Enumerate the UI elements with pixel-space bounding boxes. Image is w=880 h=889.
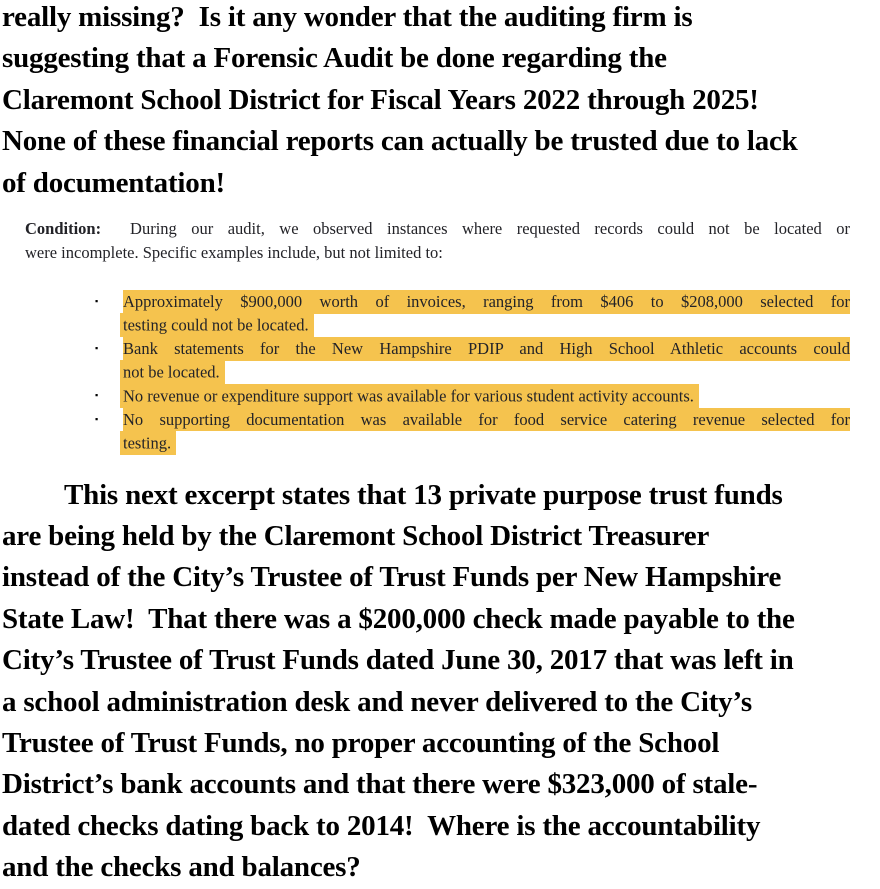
paragraph-bottom [0, 475, 880, 889]
bullet-text [123, 408, 850, 455]
text-line: City’s Trustee of Trust Funds dated June 30, 2017 that was left in [2, 644, 794, 677]
text-line: a school administration desk and never delivered to the City’s [2, 685, 752, 718]
text-line: This next excerpt states that 13 private purpose trust funds [64, 478, 783, 511]
highlighted-line [123, 361, 850, 385]
highlighted-line [123, 431, 850, 455]
bullet-list [25, 290, 850, 455]
bullet-square-icon: ▪ [95, 413, 99, 424]
text-line: District’s bank accounts and that there were $323,000 of stale- [2, 768, 758, 801]
bullet-item [95, 290, 850, 337]
highlighted-line: Approximately $900,000 worth of invoices, ranging from $406 to $208,000 selected for [123, 290, 850, 314]
highlight-span: testing could not be located. [120, 313, 314, 337]
text-line: of documentation! [2, 166, 225, 199]
text-line: State Law! That there was a $200,000 check made payable to the [2, 602, 795, 635]
condition-text: During our audit, we observed instances where requested records could not be located or [130, 219, 850, 239]
highlighted-line [123, 384, 850, 408]
audit-excerpt [25, 217, 850, 455]
highlighted-line: Bank statements for the New Hampshire PDIP and High School Athletic accounts could [123, 337, 850, 361]
text-line: Trustee of Trust Funds, no proper accounting of the School [2, 726, 720, 759]
text-line: are being held by the Claremont School District Treasurer [2, 519, 710, 552]
bullet-text [123, 290, 850, 337]
text-line: dated checks dating back to 2014! Where is the accountability [2, 809, 761, 842]
bullet-item [95, 337, 850, 384]
bullet-square-icon: ▪ [95, 343, 99, 354]
text-line: instead of the City’s Trustee of Trust Funds per New Hampshire [2, 561, 782, 594]
bullet-text [123, 337, 850, 384]
bullet-square-icon: ▪ [95, 390, 99, 401]
bullet-item [95, 408, 850, 455]
highlight-span: No revenue or expenditure support was available for various student activity accounts. [120, 384, 699, 408]
text-line: and the checks and balances? [2, 851, 361, 884]
text-line: suggesting that a Forensic Audit be done regarding the [2, 42, 667, 75]
bullet-square-icon: ▪ [95, 296, 99, 307]
highlight-span: testing. [120, 431, 176, 455]
highlighted-line [123, 314, 850, 338]
condition-line-2: were incomplete. Specific examples include, but not limited to: [25, 242, 443, 262]
text-line: None of these financial reports can actually be trusted due to lack [2, 125, 798, 158]
highlight-span: not be located. [120, 360, 225, 384]
paragraph-top [0, 0, 880, 204]
bullet-text [123, 384, 850, 408]
text-line: really missing? Is it any wonder that the auditing firm is [2, 1, 693, 33]
bullet-item [95, 384, 850, 408]
text-line: Claremont School District for Fiscal Years 2022 through 2025! [2, 83, 759, 116]
highlighted-line: No supporting documentation was available for food service catering revenue selected for [123, 408, 850, 432]
condition-label: Condition: [25, 219, 131, 239]
condition-line-1 [25, 217, 850, 241]
